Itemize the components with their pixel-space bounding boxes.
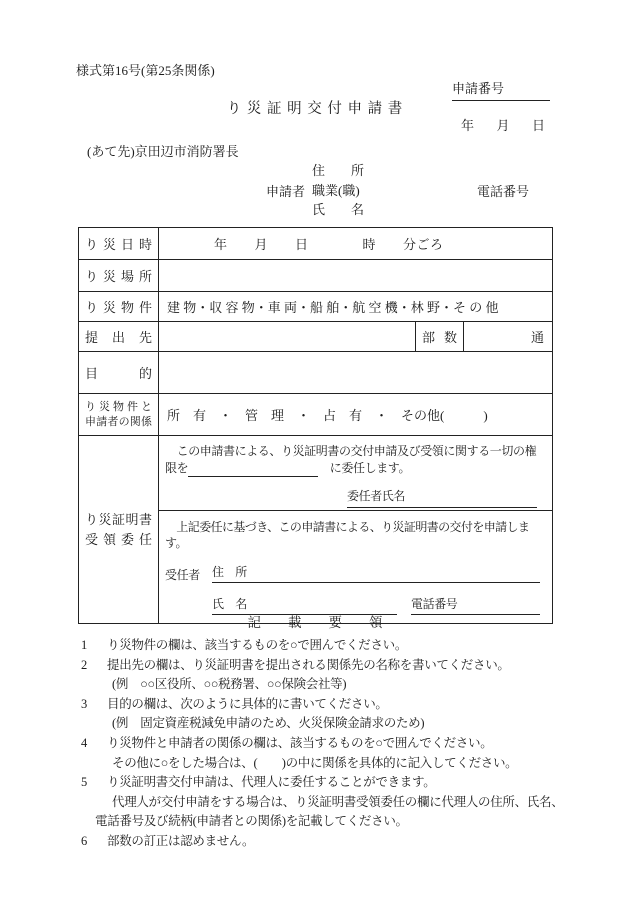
- applicant-address-label: 住所: [312, 163, 364, 178]
- note-line: [78, 695, 570, 715]
- submit-to-label: 提出先: [85, 330, 152, 345]
- delegation-grant-section: [159, 436, 552, 511]
- delegation-accept-section: [159, 511, 552, 623]
- place-value-blank: [159, 260, 553, 292]
- note-line: [78, 832, 570, 852]
- note-line: [78, 675, 570, 695]
- date-line: [461, 115, 545, 134]
- agent-label: 受任者: [165, 568, 200, 582]
- table-row-purpose: [79, 352, 553, 394]
- note-text: その他に○をした場合は、( )の中に関係を具体的に記入してください。: [112, 755, 518, 770]
- note-text: り災物件の欄は、該当するものを○で囲んでください。: [107, 638, 408, 652]
- datetime-label: り災日時: [85, 237, 152, 252]
- purpose-label: 目的: [85, 366, 152, 381]
- note-text: 提出先の欄は、り災証明書を提出される関係先の名称を書いてください。: [107, 657, 510, 672]
- note-number: [78, 754, 107, 774]
- applicant-group-label: 申請者: [266, 184, 306, 199]
- page-title: り 災 証 明 交 付 申 請 書: [226, 101, 404, 117]
- note-text: 目的の欄は、次のように具体的に書いてください。: [107, 696, 388, 711]
- grant-text-line1: この申請書による、り災証明書の交付申請及び受領に関する一切の権: [165, 444, 537, 458]
- note-line: [78, 773, 570, 793]
- note-number: 2: [81, 657, 87, 672]
- applicant-occupation-label: 職業(職): [312, 182, 360, 198]
- note-number: 3: [81, 696, 87, 711]
- date-year-label: 年: [461, 118, 475, 133]
- notes-title: 記 載 要 領: [247, 615, 383, 630]
- notes-list: [78, 636, 570, 852]
- table-row-datetime: [79, 228, 553, 260]
- form-code: 様式第16号(第25条関係): [76, 63, 215, 78]
- note-line: [78, 656, 570, 676]
- note-line: [78, 793, 570, 813]
- table-row-relation: [79, 394, 553, 436]
- submit-to-value-blank: [159, 322, 416, 352]
- copies-label: 部数: [422, 330, 457, 345]
- note-number: [78, 793, 107, 813]
- note-text: 電話番号及び続柄(申請者との関係)を記載してください。: [95, 814, 408, 829]
- table-row-place: [79, 260, 553, 292]
- note-text: 代理人が交付申請をする場合は、り災証明書受領委任の欄に代理人の住所、氏名、: [112, 794, 564, 809]
- agent-address-field: 住 所: [212, 564, 540, 583]
- applicant-name-label: 氏名: [312, 202, 364, 217]
- date-month-label: 月: [496, 118, 510, 133]
- accept-text: 上記委任に基づき、この申請書による、り災証明書の交付を申請します。: [165, 520, 530, 550]
- datetime-value: 年 月 日 時 分ごろ: [159, 228, 553, 260]
- note-line: [78, 754, 570, 774]
- note-number: [78, 675, 107, 695]
- relation-label-line2: 申請者の関係: [85, 415, 152, 428]
- delegation-label-line1: り災証明書: [85, 511, 152, 527]
- note-text: (例 ○○区役所、○○税務署、○○保険会社等): [112, 677, 347, 692]
- place-label: り災場所: [85, 269, 152, 284]
- property-value: 建 物・収 容 物・車 両・船 舶・航 空 機・林 野・そ の 他: [159, 292, 553, 322]
- note-line: [78, 734, 570, 754]
- date-day-label: 日: [531, 118, 545, 133]
- table-row-property: [79, 292, 553, 322]
- property-label: り災物件: [85, 300, 152, 315]
- copies-unit: 通: [464, 322, 553, 352]
- note-text: り災証明書交付申請は、代理人に委任することができます。: [107, 775, 436, 790]
- note-text: り災物件と申請者の関係の欄は、該当するものを○で囲んでください。: [107, 735, 493, 750]
- grant-text-prefix: 限を: [165, 461, 189, 475]
- note-number: 5: [81, 775, 87, 790]
- agent-name-field: 氏 名: [212, 596, 397, 615]
- table-row-delegation: [79, 436, 553, 624]
- note-number: 6: [81, 833, 87, 848]
- agent-phone-field: 電話番号: [411, 596, 540, 615]
- note-number: 1: [81, 638, 87, 652]
- note-text: 部数の訂正は認めません。: [107, 833, 255, 848]
- purpose-value-blank: [159, 352, 553, 394]
- note-number: 4: [81, 735, 87, 750]
- application-number-label: 申請番号: [452, 81, 505, 96]
- delegator-name-field: 委任者氏名: [347, 488, 537, 508]
- table-row-submit-to: [79, 322, 553, 352]
- application-table: [78, 227, 553, 624]
- addressee: (あて先)京田辺市消防署長: [87, 144, 239, 159]
- note-number: [66, 812, 95, 832]
- delegate-name-blank-line: [188, 463, 318, 477]
- note-line: [78, 636, 570, 656]
- delegation-label-line2: 受領委任: [85, 531, 152, 547]
- relation-label-line1: り災物件と: [85, 400, 152, 413]
- note-text: (例 固定資産税減免申請のため、火災保険金請求のため): [112, 716, 425, 731]
- grant-text-line2: [165, 460, 546, 477]
- grant-text-suffix: に委任します。: [318, 461, 411, 475]
- applicant-fields: [312, 161, 364, 220]
- applicant-phone-label: 電話番号: [477, 184, 530, 199]
- note-number: [78, 714, 107, 734]
- relation-value: 所 有 ・ 管 理 ・ 占 有 ・ その他( ): [159, 394, 553, 436]
- note-line: [66, 812, 570, 832]
- note-line: [78, 714, 570, 734]
